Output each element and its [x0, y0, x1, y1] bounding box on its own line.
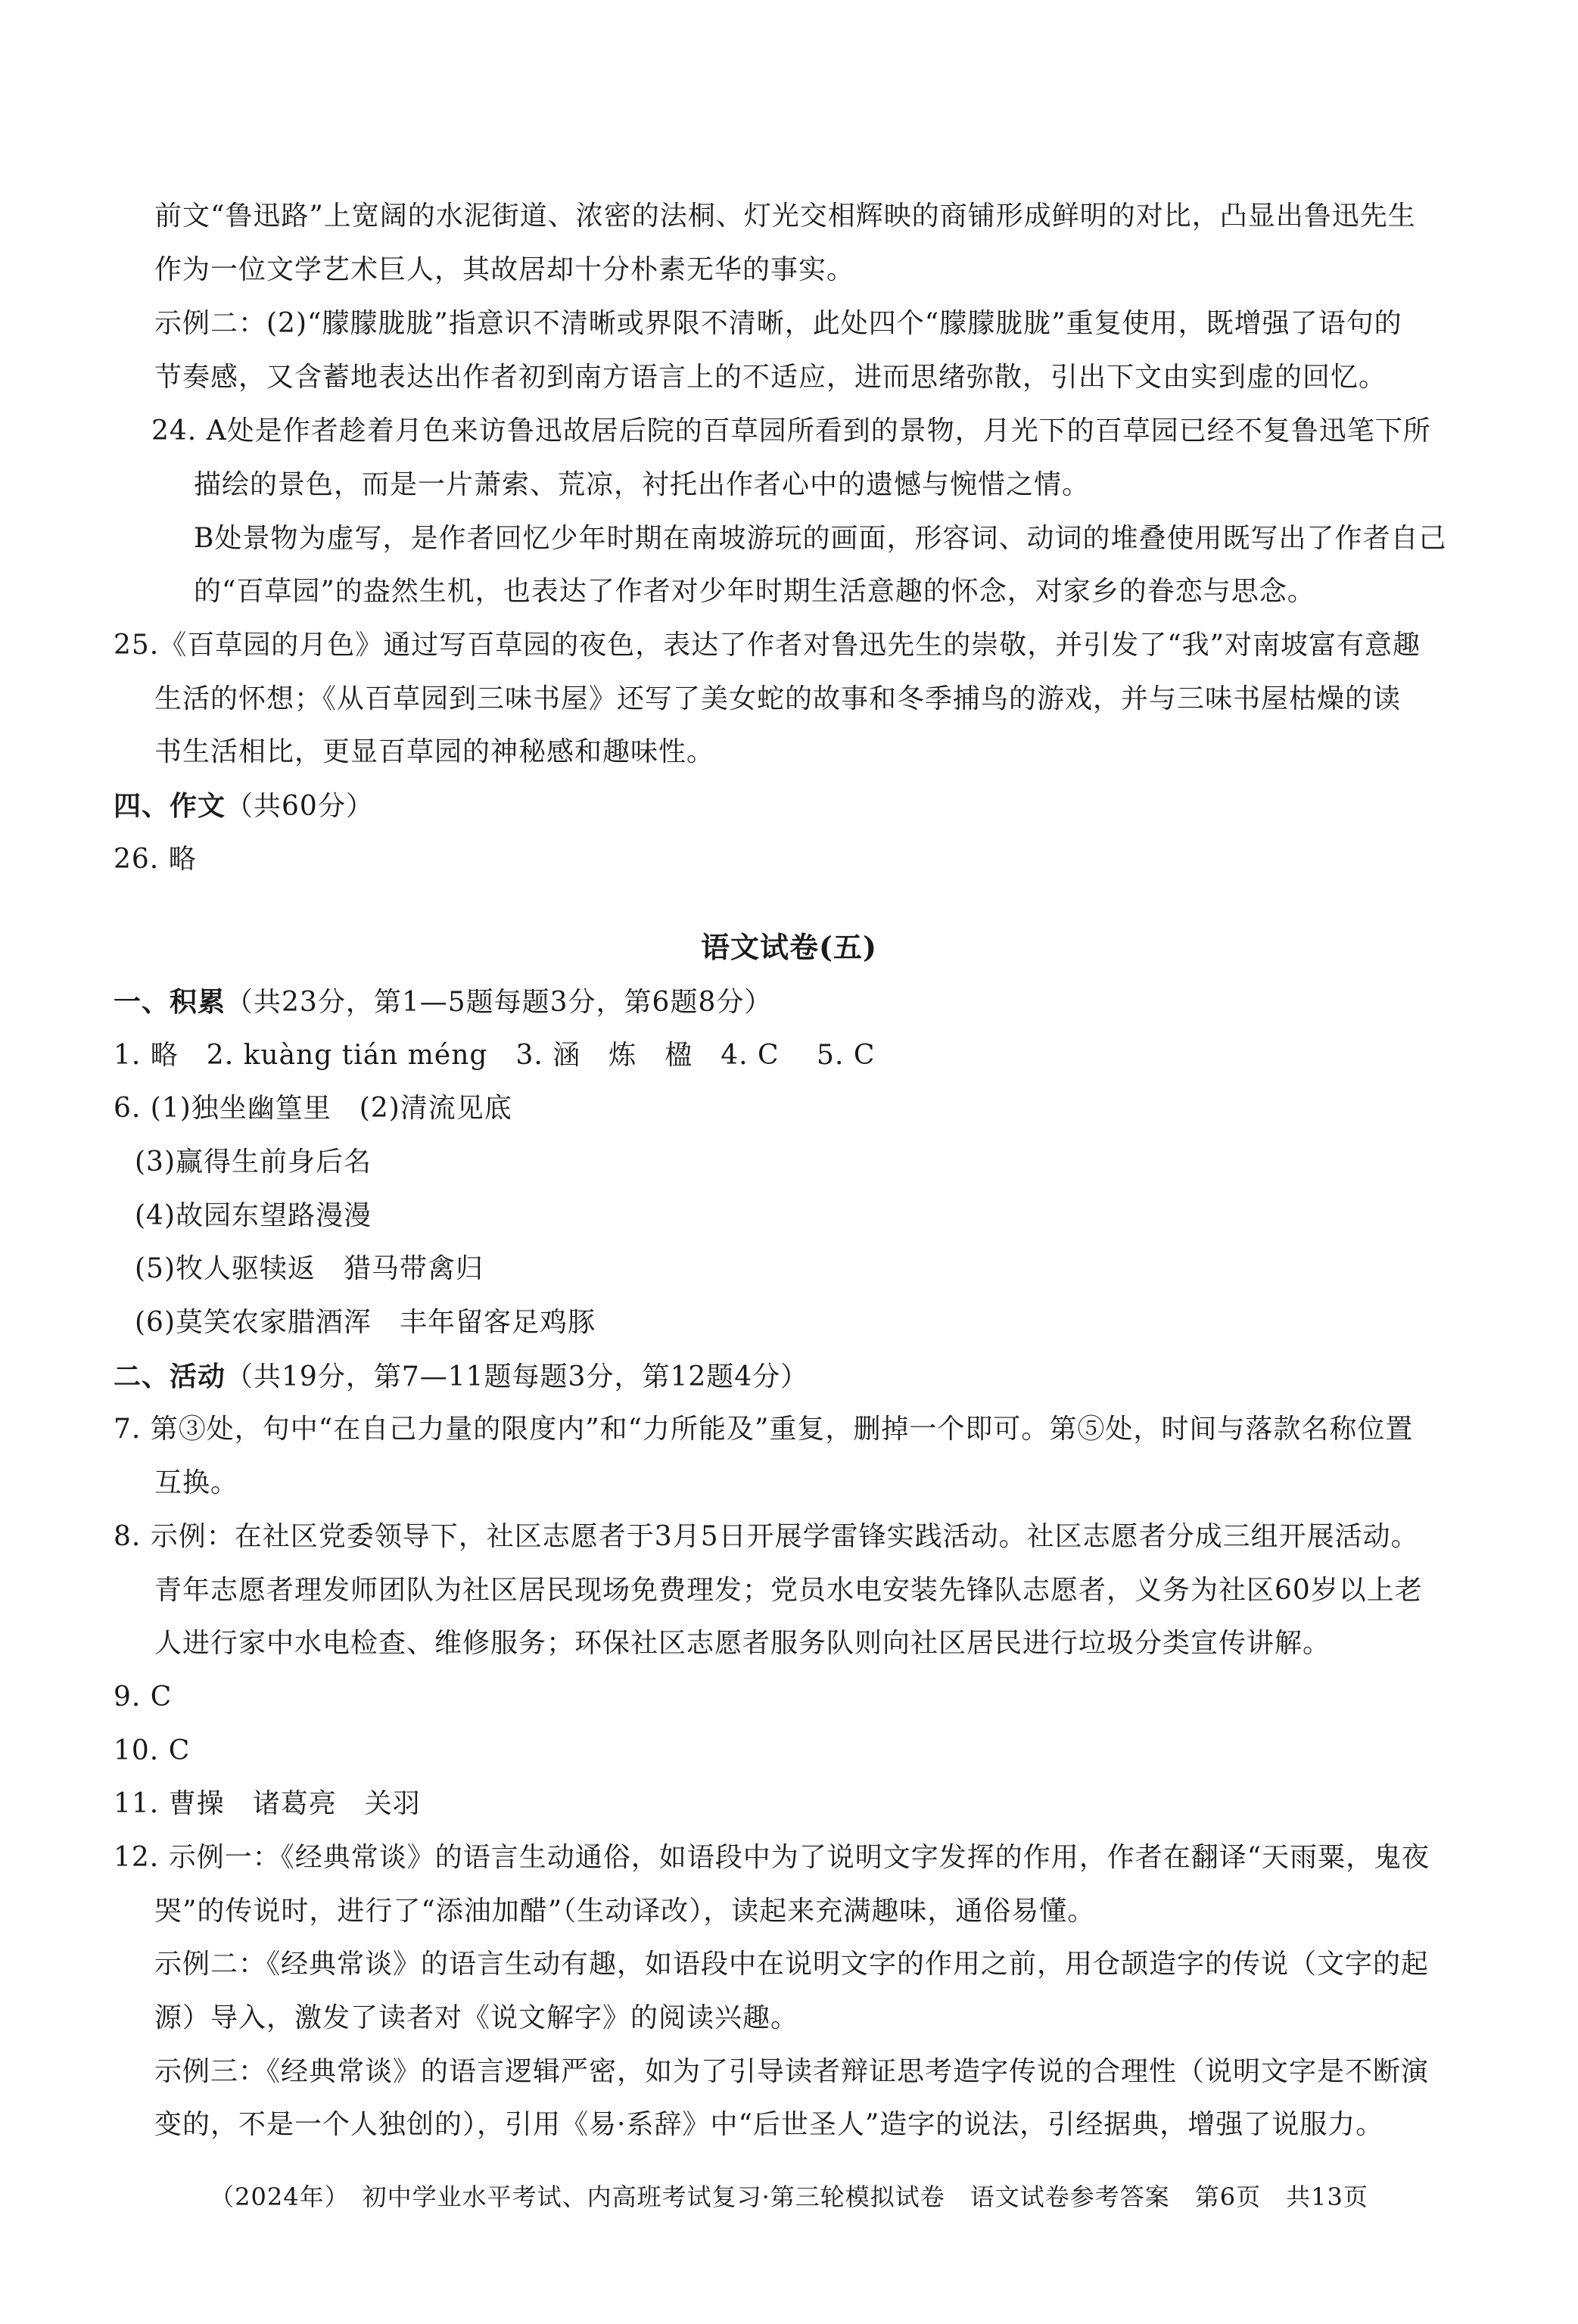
question-7-answer: 7. 第③处，句中“在自己力量的限度内”和“力所能及”重复，删掉一个即可。第⑤处，时间与落款名称位置 — [114, 1414, 1414, 1445]
section-score: （共19分，第7—11题每题3分，第12题4分） — [226, 1361, 809, 1392]
question-6-answer: (6)莫笑农家腊酒浑 丰年留客足鸡豚 — [135, 1307, 596, 1338]
example-two-line: 节奏感，又含蓄地表达出作者初到南方语言上的不适应，进而思绪弥散，引出下文由实到虚的回忆。 — [154, 362, 1387, 393]
question-24-answer: B处景物为虚写，是作者回忆少年时期在南坡游玩的画面，形容词、动词的堆叠使用既写出了作者自己 — [194, 523, 1447, 554]
question-11-answer: 11. 曹操 诸葛亮 关羽 — [114, 1788, 421, 1819]
answer-paragraph-line: 前文“鲁迅路”上宽阔的水泥街道、浓密的法桐、灯光交相辉映的商铺形成鲜明的对比，凸显出鲁迅先生 — [154, 201, 1416, 232]
question-8-answer: 青年志愿者理发师团队为社区居民现场免费理发；党员水电安装先锋队志愿者，义务为社区60岁以上老 — [154, 1575, 1423, 1606]
question-12-answer: 变的，不是一个人独创的），引用《易·系辞》中“后世圣人”造字的说法，引经据典，增强了说服力。 — [154, 2109, 1384, 2140]
question-8-answer: 人进行家中水电检查、维修服务；环保社区志愿者服务队则向社区居民进行垃圾分类宣传讲解。 — [154, 1628, 1331, 1659]
section-score: （共23分，第1—5题每题3分，第6题8分） — [226, 987, 773, 1018]
question-7-answer: 互换。 — [154, 1467, 239, 1498]
question-12-answer: 源）导入，激发了读者对《说文解字》的阅读兴趣。 — [154, 2002, 799, 2033]
section-title: 一、积累 — [114, 986, 226, 1018]
question-24-answer: 24. A处是作者趁着月色来访鲁迅故居后院的百草园所看到的景物，月光下的百草园已经不复鲁迅笔下所 — [151, 415, 1431, 446]
question-24-answer: 描绘的景色，而是一片萧索、荒凉，衬托出作者心中的遗憾与惋惜之情。 — [194, 469, 1091, 500]
question-12-answer: 12. 示例一：《经典常谈》的语言生动通俗，如语段中为了说明文字发挥的作用，作者在翻译“天雨粟，鬼夜 — [114, 1842, 1430, 1873]
exam-title: 语文试卷(五) — [701, 930, 877, 964]
section-heading-composition — [114, 788, 374, 825]
section-heading-accumulation — [114, 984, 772, 1021]
question-10-answer: 10. C — [114, 1735, 191, 1766]
question-8-answer: 8. 示例：在社区党委领导下，社区志愿者于3月5日开展学雷锋实践活动。社区志愿者分成三组开展活动。 — [114, 1521, 1419, 1552]
question-9-answer: 9. C — [114, 1682, 173, 1713]
section-score: （共60分） — [226, 791, 374, 822]
answer-paragraph-line: 作为一位文学艺术巨人，其故居却十分朴素无华的事实。 — [154, 254, 855, 285]
question-26-answer: 26. 略 — [114, 844, 197, 875]
question-24-answer: 的“百草园”的盎然生机，也表达了作者对少年时期生活意趣的怀念，对家乡的眷恋与思念。 — [194, 576, 1315, 607]
page-footer: （2024年） 初中学业水平考试、内高班考试复习·第三轮模拟试卷 语文试卷参考答案 第6页 共13页 — [210, 2182, 1368, 2211]
section-title: 二、活动 — [114, 1361, 226, 1392]
question-25-answer: 25.《百草园的月色》通过写百草园的夜色，表达了作者对鲁迅先生的崇敬，并引发了“我”对南坡富有意趣 — [114, 630, 1421, 661]
question-6-answer: 6. (1)独坐幽篁里 (2)清流见底 — [114, 1093, 512, 1124]
section-heading-activity — [114, 1358, 808, 1395]
question-6-answer: (5)牧人驱犊返 猎马带禽归 — [135, 1253, 484, 1284]
question-6-answer: (4)故园东望路漫漫 — [135, 1200, 372, 1231]
question-6-answer: (3)赢得生前身后名 — [135, 1146, 372, 1178]
questions-1-5-answers: 1. 略 2. kuàng tián méng 3. 涵 炼 楹 4. C 5. C — [114, 1040, 876, 1071]
section-title: 四、作文 — [114, 790, 226, 822]
question-12-answer: 哭”的传说时，进行了“添油加醋”（生动译改），读起来充满趣味，通俗易懂。 — [154, 1896, 1096, 1927]
example-two-line: 示例二：(2)“朦朦胧胧”指意识不清晰或界限不清晰，此处四个“朦朦胧胧”重复使用，既增强了语句的 — [154, 308, 1402, 339]
question-25-answer: 生活的怀想；《从百草园到三味书屋》还写了美女蛇的故事和冬季捕鸟的游戏，并与三味书屋枯燥的读 — [154, 683, 1402, 714]
question-12-answer: 示例二：《经典常谈》的语言生动有趣，如语段中在说明文字的作用之前，用仓颉造字的传说（文字的起 — [154, 1949, 1430, 1980]
question-12-answer: 示例三：《经典常谈》的语言逻辑严密，如为了引导读者辩证思考造字传说的合理性（说明文字是不断演 — [154, 2056, 1430, 2087]
question-25-answer: 书生活相比，更显百草园的神秘感和趣味性。 — [154, 736, 715, 767]
